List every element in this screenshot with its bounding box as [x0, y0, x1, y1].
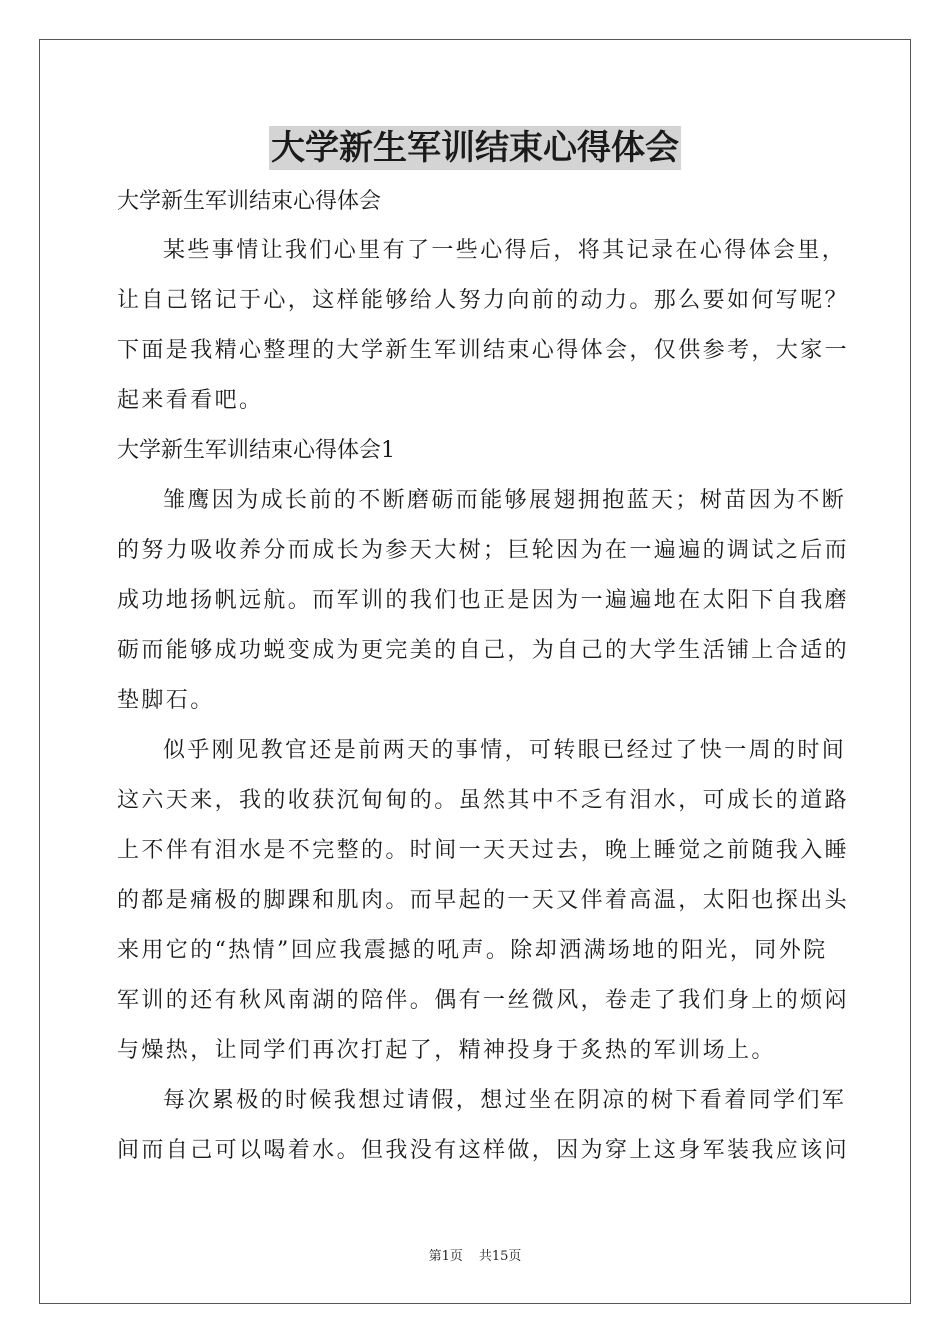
paragraph-line: 每次累极的时候我想过请假，想过坐在阴凉的树下看着同学们军 — [163, 1088, 847, 1113]
paragraph-line: 这六天来，我的收获沉甸甸的。虽然其中不乏有泪水，可成长的道路 — [117, 788, 850, 813]
paragraph-line: 某些事情让我们心里有了一些心得后，将其记录在心得体会里， — [163, 238, 847, 263]
paragraph-line: 砺而能够成功蜕变成为更完美的自己，为自己的大学生活铺上合适的 — [117, 638, 850, 663]
paragraph-line: 下面是我精心整理的大学新生军训结束心得体会，仅供参考，大家一 — [117, 338, 850, 363]
intro-paragraph — [117, 226, 850, 426]
paragraph-line: 让自己铭记于心，这样能够给人努力向前的动力。那么要如何写呢？ — [117, 288, 850, 313]
paragraph-2 — [117, 726, 850, 1076]
paragraph-line: 雏鹰因为成长前的不断磨砺而能够展翅拥抱蓝天；树苗因为不断 — [163, 488, 847, 513]
paragraph-3 — [117, 1076, 850, 1176]
document-body — [117, 122, 850, 1176]
paragraph-line: 间而自己可以喝着水。但我没有这样做，因为穿上这身军装我应该问 — [117, 1138, 850, 1163]
paragraph-line: 的努力吸收养分而成长为参天大树；巨轮因为在一遍遍的调试之后而 — [117, 538, 850, 563]
paragraph-line: 的都是痛极的脚踝和肌肉。而早起的一天又伴着高温，太阳也探出头 — [117, 888, 850, 913]
paragraph-line: 军训的还有秋风南湖的陪伴。偶有一丝微风，卷走了我们身上的烦闷 — [117, 988, 850, 1013]
paragraph-line: 垫脚石。 — [117, 688, 215, 713]
paragraph-line: 起来看看吧。 — [117, 388, 264, 413]
document-subtitle: 大学新生军训结束心得体会 — [117, 189, 382, 214]
paragraph-line: 上不伴有泪水是不完整的。时间一天天过去，晚上睡觉之前随我入睡 — [117, 838, 850, 863]
paragraph-line: 成功地扬帆远航。而军训的我们也正是因为一遍遍地在太阳下自我磨 — [117, 588, 850, 613]
paragraph-line: 与燥热，让同学们再次打起了，精神投身于炙热的军训场上。 — [117, 1038, 776, 1063]
paragraph-line: 似乎刚见教官还是前两天的事情，可转眼已经过了快一周的时间 — [163, 738, 847, 763]
paragraph-1 — [117, 476, 850, 726]
document-title — [117, 122, 833, 174]
section-heading: 大学新生军训结束心得体会1 — [117, 438, 395, 463]
paragraph-line: 来用它的“热情”回应我震撼的吼声。除却洒满场地的阳光，同外院 — [117, 938, 828, 963]
page-footer — [0, 1248, 950, 1266]
page-total: 共15页 — [478, 1249, 522, 1264]
document-title-text: 大学新生军训结束心得体会 — [271, 128, 679, 168]
page-number: 第1页 — [428, 1249, 463, 1264]
